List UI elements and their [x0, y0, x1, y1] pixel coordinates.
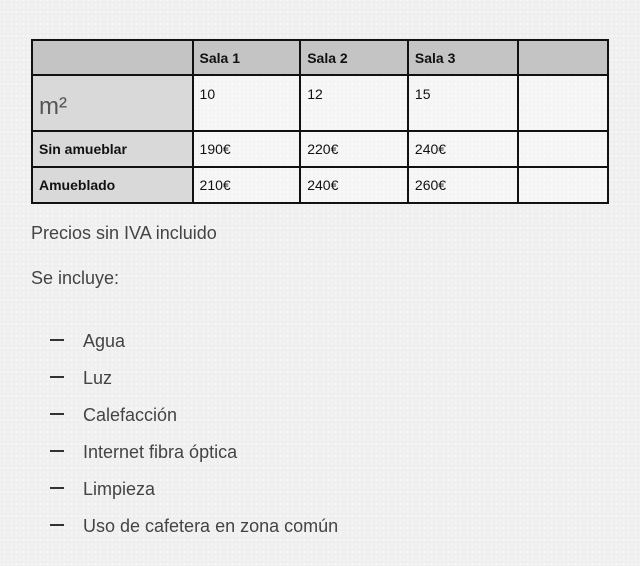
dash-bullet-icon — [50, 487, 64, 489]
dash-bullet-icon — [50, 339, 64, 341]
table-row — [32, 131, 608, 167]
table-cell — [518, 75, 608, 131]
list-item — [50, 323, 338, 360]
table-cell — [518, 167, 608, 203]
header-cell-empty — [32, 40, 193, 75]
header-cell-empty-last — [518, 40, 608, 75]
dash-bullet-icon — [50, 413, 64, 415]
table-cell — [518, 131, 608, 167]
list-item — [50, 360, 338, 397]
vat-note: Precios sin IVA incluido — [31, 223, 217, 243]
table-cell: 220€ — [300, 131, 408, 167]
table-cell: 12 — [300, 75, 408, 131]
header-cell-sala-1: Sala 1 — [193, 40, 301, 75]
table-cell: 260€ — [408, 167, 518, 203]
price-table — [31, 39, 609, 204]
list-item-label: Luz — [83, 368, 113, 388]
row-label-m2: m² — [32, 75, 193, 131]
list-item — [50, 471, 338, 508]
list-item — [50, 508, 338, 545]
table-header-row — [32, 40, 608, 75]
row-label-amueblado: Amueblado — [32, 167, 193, 203]
table-cell: 10 — [193, 75, 301, 131]
dash-bullet-icon — [50, 376, 64, 378]
list-item-label: Calefacción — [83, 405, 178, 425]
list-item-label: Agua — [83, 331, 126, 351]
list-item-label: Uso de cafetera en zona común — [83, 516, 339, 536]
table-cell: 240€ — [408, 131, 518, 167]
list-item — [50, 397, 338, 434]
header-cell-sala-3: Sala 3 — [408, 40, 518, 75]
dash-bullet-icon — [50, 524, 64, 526]
table-cell: 190€ — [193, 131, 301, 167]
list-item-label: Limpieza — [83, 479, 156, 499]
row-label-sin-amueblar: Sin amueblar — [32, 131, 193, 167]
includes-list — [50, 323, 338, 545]
list-item-label: Internet fibra óptica — [83, 442, 238, 462]
table-row — [32, 75, 608, 131]
table-cell: 15 — [408, 75, 518, 131]
includes-heading: Se incluye: — [31, 268, 120, 288]
dash-bullet-icon — [50, 450, 64, 452]
header-cell-sala-2: Sala 2 — [300, 40, 408, 75]
table-cell: 210€ — [193, 167, 301, 203]
list-item — [50, 434, 338, 471]
table-cell: 240€ — [300, 167, 408, 203]
table-row — [32, 167, 608, 203]
